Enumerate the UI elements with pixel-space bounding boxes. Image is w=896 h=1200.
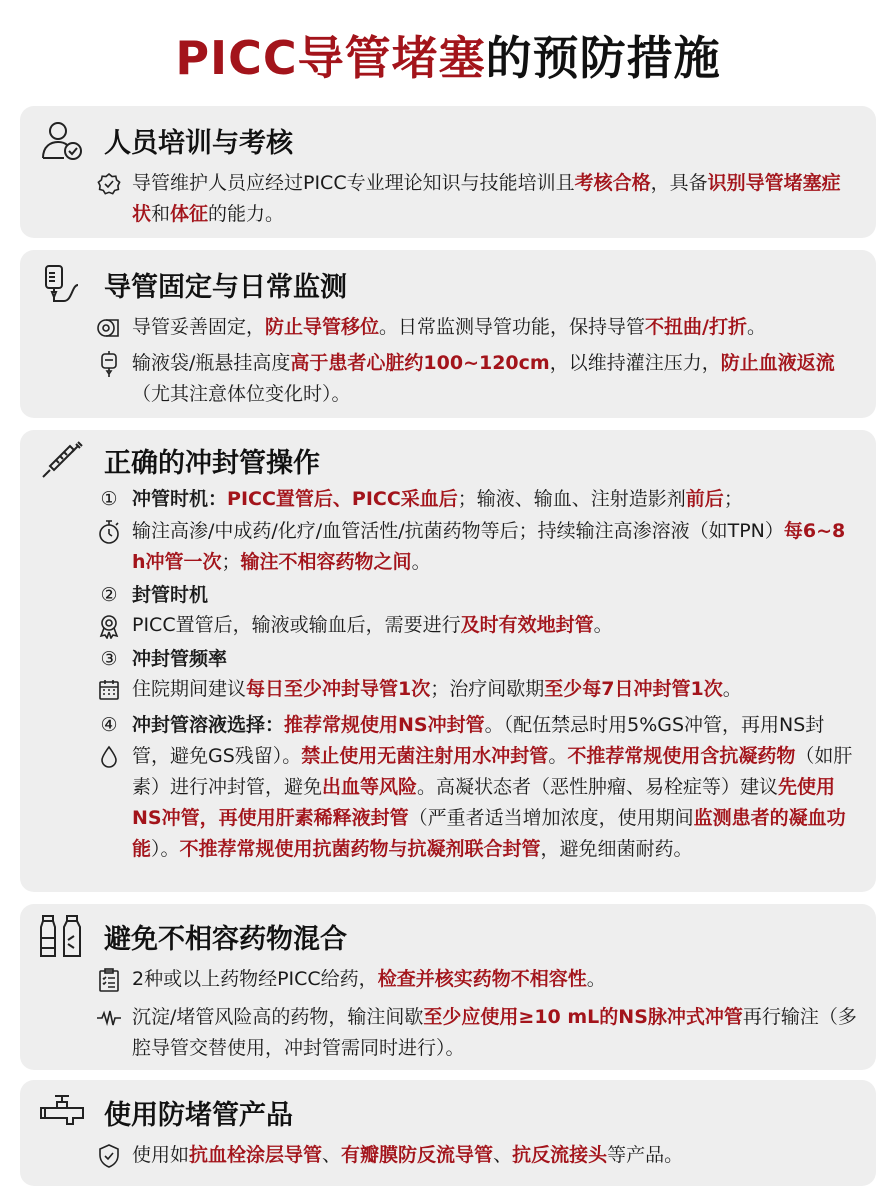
highlight-text: 高于患者心脏约100~120cm <box>290 352 550 374</box>
body-text: 等产品。 <box>607 1144 684 1166</box>
sub-heading <box>94 644 858 675</box>
title-highlight: PICC导管堵塞 <box>175 31 486 85</box>
list-item <box>94 1140 858 1171</box>
list-item <box>94 674 858 705</box>
body-text: 输液袋/瓶悬挂高度 <box>132 352 291 374</box>
highlight-text: 防止血液返流 <box>720 352 835 374</box>
highlight-text: 有瓣膜防反流导管 <box>341 1144 494 1166</box>
list-item-text <box>132 168 858 230</box>
highlight-text: 禁止使用无菌注射用水冲封管 <box>301 745 549 767</box>
body-text: ； <box>723 488 743 510</box>
highlight-text: PICC置管后、PICC采血后 <box>227 488 458 510</box>
highlight-text: 防止导管移位 <box>265 316 380 338</box>
sub-label: 冲封管频率 <box>132 648 228 670</box>
body-text: 住院期间建议 <box>132 678 247 700</box>
highlight-text: 先使用NS冲管，再使用肝素稀释液封管 <box>132 776 836 829</box>
body-text: ）。 <box>151 838 180 860</box>
highlight-text: 不扭曲/打折 <box>645 316 747 338</box>
body-text: 再行输注（多腔导管交替使用，冲封管需同时进行）。 <box>132 1006 857 1059</box>
list-item <box>94 1002 858 1064</box>
sub-label: 冲管时机： <box>132 488 228 510</box>
body-text: 沉淀/堵管风险高的药物，输注间歇 <box>132 1006 424 1028</box>
body-text: 。日常监测导管功能，保持导管 <box>379 316 646 338</box>
body-text: 。 <box>411 551 431 573</box>
list-item <box>94 516 858 578</box>
stopwatch-icon <box>94 517 124 547</box>
body-text: 。高凝状态者（恶性肿瘤、易栓症等）建议 <box>417 776 779 798</box>
body-text: 。 <box>586 968 606 990</box>
sub-label: 冲封管溶液选择： <box>132 714 285 736</box>
list-item-text <box>132 312 766 343</box>
list-item <box>94 710 858 865</box>
step-number: ④ <box>100 714 118 736</box>
list-item-text <box>132 1140 683 1171</box>
calendar-icon <box>94 675 124 705</box>
highlight-text: 输注不相容药物之间 <box>240 551 412 573</box>
highlight-text: 每日至少冲封导管1次 <box>246 678 431 700</box>
body-text: 2种或以上药物经PICC给药， <box>132 968 378 990</box>
list-item <box>94 312 858 343</box>
section-header <box>38 1088 293 1136</box>
body-text: 、 <box>493 1144 513 1166</box>
body-text: 导管妥善固定， <box>132 316 266 338</box>
sub-heading <box>94 484 858 515</box>
highlight-text: 检查并核实药物不相容性 <box>377 968 587 990</box>
sub-inline-text <box>227 484 743 515</box>
body-text: （如肝素）进行冲封管，避免 <box>132 745 853 798</box>
body-text: 和 <box>151 203 171 225</box>
section-incompatible-drugs <box>20 904 876 1070</box>
page-title <box>0 0 896 100</box>
clipboard-list-icon <box>94 965 124 995</box>
step-number: ① <box>100 488 118 510</box>
section-title: 导管固定与日常监测 <box>104 271 347 303</box>
list-item-text <box>132 674 742 705</box>
highlight-text: 考核合格 <box>574 172 651 194</box>
sub-label: 封管时机 <box>132 584 209 606</box>
person-check-icon <box>38 116 86 164</box>
faucet-pipe-icon <box>38 1088 86 1136</box>
body-text: ；治疗间歇期 <box>430 678 545 700</box>
body-text: 导管维护人员应经过PICC专业理论知识与技能培训且 <box>132 172 575 194</box>
list-item <box>94 964 858 995</box>
section-header <box>38 116 293 164</box>
list-item <box>94 348 858 410</box>
section-staff-training <box>20 106 876 238</box>
tape-roll-icon <box>94 313 124 343</box>
highlight-text: 不推荐常规使用抗菌药物与抗凝剂联合封管 <box>179 838 541 860</box>
list-item <box>94 168 858 230</box>
award-ribbon-icon <box>94 611 124 641</box>
medicine-bottles-icon <box>38 912 86 960</box>
body-text: 使用如 <box>132 1144 190 1166</box>
shield-check-icon <box>94 1141 124 1171</box>
list-item-text <box>132 1002 858 1064</box>
list-item-text <box>132 610 613 641</box>
section-header <box>38 912 347 960</box>
list-item-text <box>132 964 606 995</box>
section-title: 正确的冲封管操作 <box>104 447 320 479</box>
body-text: ； <box>221 551 241 573</box>
body-text: ，具备 <box>650 172 708 194</box>
highlight-text: 抗血栓涂层导管 <box>189 1144 323 1166</box>
section-title: 避免不相容药物混合 <box>104 923 347 955</box>
body-text: ，以维持灌注压力， <box>549 352 721 374</box>
body-text: 输注高渗/中成药/化疗/血管活性/抗菌药物等后；持续输注高渗溶液（如TPN） <box>132 520 784 542</box>
body-text: ；输液、输血、注射造影剂 <box>457 488 686 510</box>
syringe-icon <box>38 436 86 484</box>
highlight-text: 识别导管堵塞症状 <box>132 172 841 225</box>
highlight-text: 及时有效地封管 <box>460 614 594 636</box>
step-number: ③ <box>100 648 118 670</box>
section-title: 人员培训与考核 <box>104 127 293 159</box>
highlight-text: 推荐常规使用NS冲封管 <box>284 714 485 736</box>
highlight-text: 至少每7日冲封管1次 <box>544 678 723 700</box>
body-text: PICC置管后，输液或输血后，需要进行 <box>132 614 461 636</box>
body-text: 。 <box>593 614 613 636</box>
highlight-text: 出血等风险 <box>322 776 418 798</box>
body-text: 。（配伍禁忌时用5%GS冲管，再用NS封管，避免GS残留）。 <box>132 714 825 767</box>
body-text: 。 <box>747 316 767 338</box>
highlight-text: 体征 <box>170 203 209 225</box>
iv-drip-icon <box>38 260 86 308</box>
step-number: ② <box>100 584 118 606</box>
droplet-icon <box>94 742 124 772</box>
section-title: 使用防堵管产品 <box>104 1099 293 1131</box>
section-anti-occlusion-products <box>20 1080 876 1186</box>
list-item-text <box>132 348 858 410</box>
highlight-text: 每6~8 h冲管一次 <box>132 520 846 573</box>
section-header <box>38 436 320 484</box>
pulse-wave-icon <box>94 1003 124 1033</box>
title-rest: 的预防措施 <box>485 31 721 85</box>
body-text: 。 <box>722 678 742 700</box>
body-text: 的能力。 <box>208 203 285 225</box>
highlight-text: 监测患者的凝血功能 <box>132 807 846 860</box>
section-flush-lock <box>20 430 876 892</box>
body-text: （严重者适当增加浓度，使用期间 <box>408 807 694 829</box>
badge-check-icon <box>94 169 124 199</box>
section-header <box>38 260 347 308</box>
body-text: 、 <box>322 1144 342 1166</box>
list-item <box>94 610 858 641</box>
highlight-text: 至少应使用≥10 mL的NS脉冲式冲管 <box>423 1006 743 1028</box>
highlight-text: 不推荐常规使用含抗凝药物 <box>567 745 796 767</box>
body-text: 。 <box>548 745 568 767</box>
sub-heading <box>94 580 858 611</box>
body-text: ，避免细菌耐药。 <box>540 838 693 860</box>
section-fixation-monitoring <box>20 250 876 418</box>
infusion-bag-icon <box>94 349 124 379</box>
highlight-text: 前后 <box>685 488 724 510</box>
body-text: （尤其注意体位变化时）。 <box>132 383 351 405</box>
list-item-text <box>132 516 858 578</box>
highlight-text: 抗反流接头 <box>512 1144 608 1166</box>
